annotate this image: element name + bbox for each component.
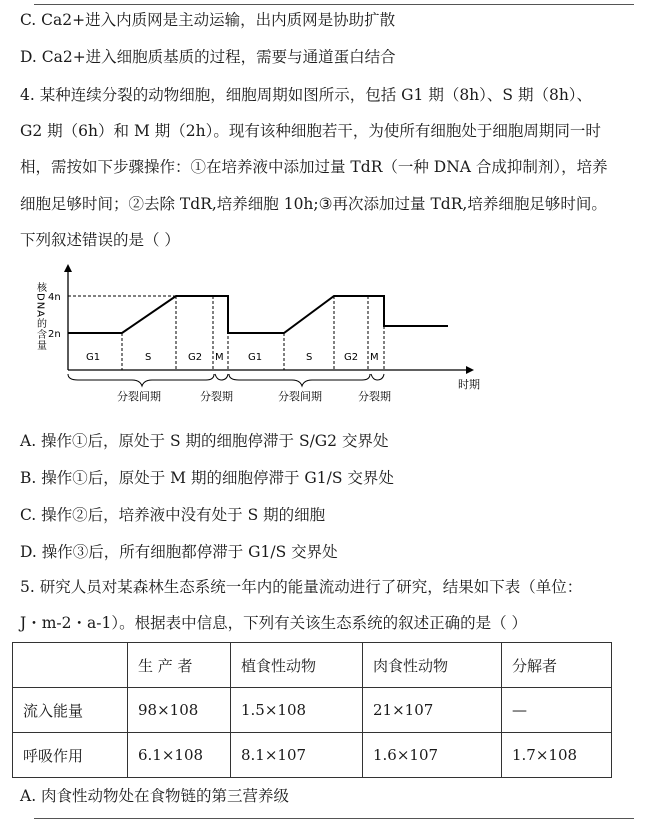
table-header-cell: 生 产 者 [128,643,231,688]
table-cell: 流入能量 [13,688,128,733]
cell-cycle-dna-diagram [28,262,498,414]
q4-stem-line-2: G2 期（6h）和 M 期（2h）。现有该种细胞若干，为使所有细胞处于细胞周期同一时 [20,122,601,140]
y-axis-label: 核DNA的含量 [34,282,46,352]
table-cell: — [502,688,612,733]
table-header-cell: 分解者 [502,643,612,688]
y-axis-arrow [64,264,72,272]
q4-stem-line-4: 细胞足够时间；②去除 TdR,培养细胞 10h;③再次添加过量 TdR,培养细胞足够时间。 [20,195,607,213]
dna-content-curve [68,296,448,333]
q4-option-c: C. 操作②后，培养液中没有处于 S 期的细胞 [20,506,326,524]
phase-label-g1-a: G1 [86,352,101,363]
table-row [13,733,612,778]
table-cell: 呼吸作用 [13,733,128,778]
table-cell: 1.5×108 [231,688,363,733]
table-header-cell: 肉食性动物 [363,643,502,688]
q4-stem-line-1: 4. 某种连续分裂的动物细胞，细胞周期如图所示，包括 G1 期（8h）、S 期（8h）、 [20,86,593,104]
phase-brackets [68,374,384,386]
energy-flow-table [12,642,612,778]
phase-label-m-a: M [215,352,224,363]
q5-option-a: A. 肉食性动物处在食物链的第三营养级 [20,787,290,805]
table-row [13,688,612,733]
q4-option-b: B. 操作①后，原处于 M 期的细胞停滞于 G1/S 交界处 [20,469,394,487]
table-header-row [13,643,612,688]
phase-label-g2-a: G2 [188,352,203,363]
phase-label-g1-b: G1 [248,352,263,363]
q4-option-a: A. 操作①后，原处于 S 期的细胞停滞于 S/G2 交界处 [20,432,389,450]
bracket-label-mitosis-b: 分裂期 [358,390,391,403]
q3-option-d: D. Ca2+进入细胞质基质的过程，需要与通道蛋白结合 [20,48,396,66]
bracket-label-mitosis-a: 分裂期 [200,390,233,403]
y-tick-4n: 4n [48,292,61,303]
q3-option-c: C. Ca2+进入内质网是主动运输，出内质网是协助扩散 [20,11,396,29]
table-header-cell [13,643,128,688]
x-axis-arrow [466,366,474,374]
x-axis-label: 时期 [458,378,480,391]
y-tick-2n: 2n [48,329,61,340]
q4-stem-line-5: 下列叙述错误的是（ ） [20,231,180,249]
phase-label-m-b: M [370,352,379,363]
phase-label-s-b: S [306,352,313,363]
table-header-cell: 植食性动物 [231,643,363,688]
table-cell: 1.7×108 [502,733,612,778]
q5-stem-line-1: 5. 研究人员对某森林生态系统一年内的能量流动进行了研究，结果如下表（单位： [20,578,583,596]
bottom-rule [34,818,634,819]
table-cell: 8.1×107 [231,733,363,778]
q4-option-d: D. 操作③后，所有细胞都停滞于 G1/S 交界处 [20,543,338,561]
table-cell: 6.1×108 [128,733,231,778]
table-cell: 98×108 [128,688,231,733]
phase-label-g2-b: G2 [344,352,359,363]
bracket-label-interphase-a: 分裂间期 [117,390,161,403]
q5-stem-line-2: J・m-2・a-1）。根据表中信息，下列有关该生态系统的叙述正确的是（ ） [20,614,528,632]
q4-stem-line-3: 相，需按如下步骤操作：①在培养液中添加过量 TdR（一种 DNA 合成抑制剂），培养 [20,158,608,176]
bracket-label-interphase-b: 分裂间期 [278,390,322,403]
top-rule [34,4,634,5]
phase-label-s-a: S [145,352,152,363]
table-cell: 21×107 [363,688,502,733]
table-cell: 1.6×107 [363,733,502,778]
